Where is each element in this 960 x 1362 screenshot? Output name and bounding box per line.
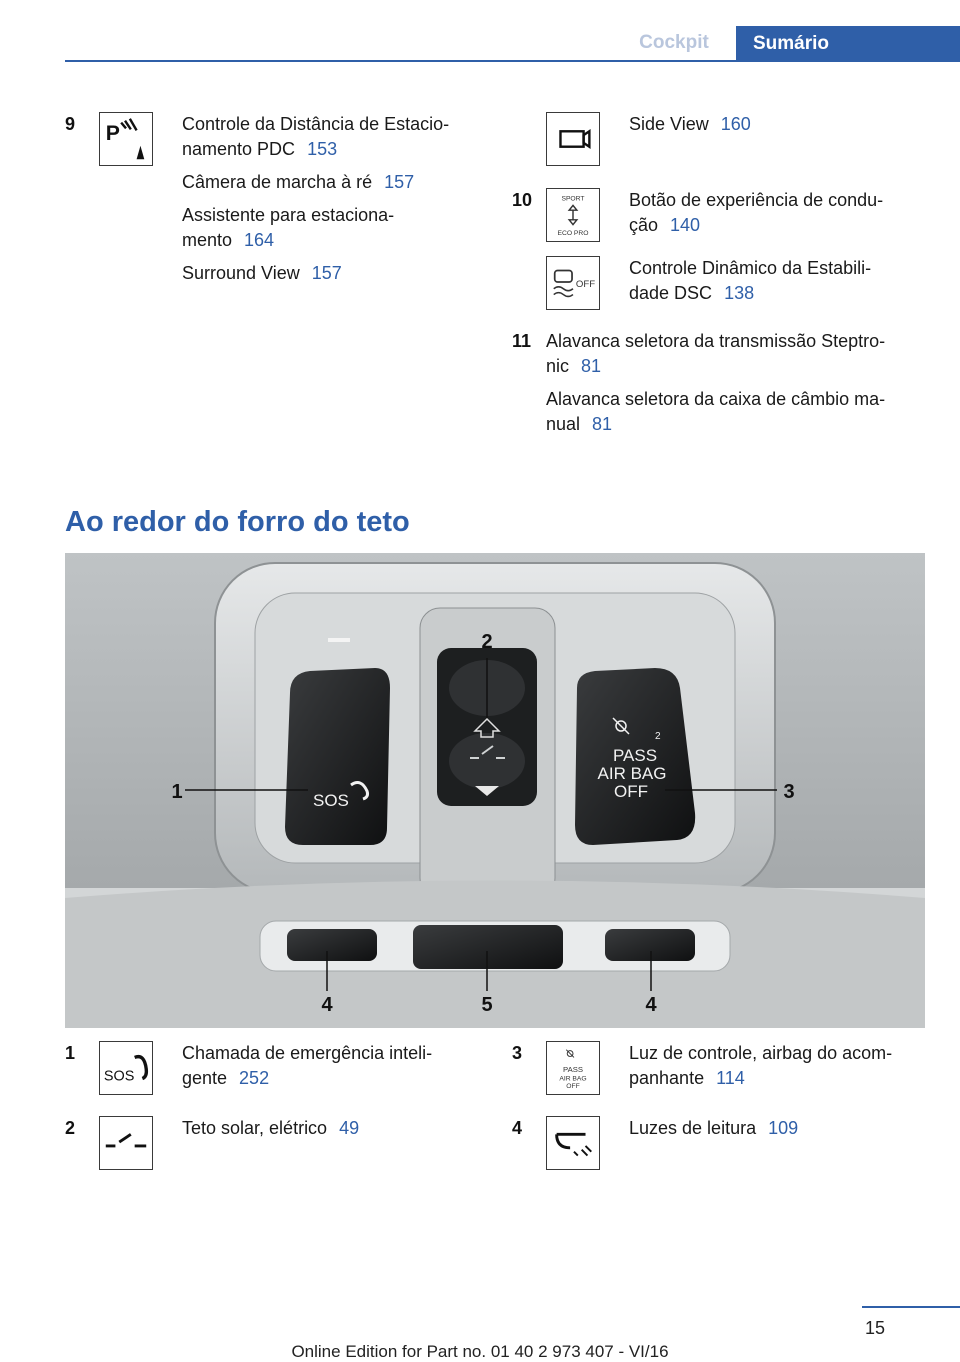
callout-4b: 4 [645, 994, 657, 1016]
page-ref-link[interactable]: 164 [244, 230, 275, 250]
callout-4: 4 [321, 994, 333, 1016]
callout-1: 1 [171, 781, 183, 803]
callout-2: 2 [481, 631, 493, 653]
entry-label: Alavanca seletora da caixa de câmbio ma- [546, 389, 886, 409]
item-number-9: 9 [65, 114, 76, 134]
page-ref-link[interactable]: 138 [724, 283, 755, 303]
entry-label: Alavanca seletora da transmissão Steptro- [546, 331, 886, 351]
entry-label: Controle Dinâmico da Estabili- [629, 258, 872, 278]
entry-label: Controle da Distância de Estacio- [182, 114, 450, 134]
sos-call-icon [99, 1041, 153, 1095]
item-1-entry [182, 1041, 482, 1091]
entry-label: Chamada de emergência inteli- [182, 1043, 433, 1063]
footer-divider [862, 1306, 960, 1308]
svg-text:P: P [105, 121, 120, 145]
reading-light-icon [546, 1116, 600, 1170]
page-ref-link[interactable]: 81 [581, 356, 602, 376]
dsc-entry [629, 256, 929, 306]
page-ref-link[interactable]: 49 [339, 1118, 360, 1138]
page-ref-link[interactable]: 157 [311, 263, 342, 283]
icon-caption: OFF [575, 278, 596, 290]
page-ref-link[interactable]: 252 [239, 1068, 270, 1088]
icon-caption: PASS [563, 1064, 583, 1074]
page-ref-link[interactable]: 153 [307, 139, 338, 159]
icon-caption: ECO PRO [557, 230, 589, 238]
entry-label: mento [182, 230, 233, 250]
page-ref-link[interactable]: 109 [768, 1118, 799, 1138]
item-number-10: 10 [512, 190, 533, 210]
item-4-entry [629, 1116, 929, 1141]
sunroof-icon [99, 1116, 153, 1170]
entry-label: panhante [629, 1068, 705, 1088]
entry-label: Assistente para estaciona- [182, 205, 395, 225]
entry-label: Surround View [182, 263, 300, 283]
item-2-entry [182, 1116, 482, 1141]
entry-label: Botão de experiência de condu- [629, 190, 884, 210]
item-number-2: 2 [65, 1118, 76, 1138]
entry-label: Teto solar, elétrico [182, 1118, 328, 1138]
side-view-camera-icon [546, 112, 600, 166]
dsc-off-icon [546, 256, 600, 310]
entry-label: nual [546, 414, 581, 434]
tab-sumario[interactable]: Sumário [736, 26, 960, 62]
callout-5: 5 [481, 994, 493, 1016]
entry-label: ção [629, 215, 659, 235]
page-number: 15 [865, 1318, 886, 1338]
entry-label: gente [182, 1068, 228, 1088]
pass-label: PASS [612, 746, 658, 765]
item-3-entry [629, 1041, 929, 1091]
entry-label: Câmera de marcha à ré [182, 172, 373, 192]
item-9-entries [182, 112, 482, 294]
item-11-entries [546, 329, 941, 445]
icon-caption: OFF [566, 1083, 580, 1091]
tab-cockpit[interactable]: Cockpit [639, 32, 709, 53]
icon-caption: SPORT [561, 195, 585, 203]
item-number-1: 1 [65, 1043, 76, 1063]
off-label: OFF [614, 782, 648, 801]
item-10-entry [629, 188, 929, 238]
overhead-console-illustration [65, 553, 925, 1028]
page-ref-link[interactable]: 81 [592, 414, 613, 434]
entry-label: nic [546, 356, 570, 376]
side-view-entry [629, 112, 751, 137]
item-number-11: 11 [512, 331, 532, 351]
icon-caption: AIR BAG [559, 1075, 587, 1083]
item-number-4: 4 [512, 1118, 523, 1138]
edition-footer: Online Edition for Part no. 01 40 2 973 407 - VI/16 [291, 1342, 669, 1361]
sos-button-label: SOS [313, 791, 349, 810]
page-ref-link[interactable]: 160 [720, 114, 751, 134]
passenger-airbag-off-icon [546, 1041, 600, 1095]
icon-caption: SOS [103, 1068, 135, 1085]
page-ref-link[interactable]: 114 [716, 1068, 745, 1088]
entry-label: namento PDC [182, 139, 296, 159]
section-title: Ao redor do forro do teto [65, 506, 410, 538]
page-ref-link[interactable]: 140 [670, 215, 701, 235]
parking-distance-control-icon [99, 112, 153, 166]
header-divider [65, 60, 960, 62]
sport-eco-pro-icon [546, 188, 600, 242]
airbag-label: AIR BAG [597, 764, 667, 783]
pass-subscript: 2 [655, 731, 661, 742]
entry-label: Luz de controle, airbag do acom- [629, 1043, 893, 1063]
item-number-3: 3 [512, 1043, 523, 1063]
entry-label: Side View [629, 114, 709, 134]
callout-3: 3 [783, 781, 795, 803]
page-ref-link[interactable]: 157 [384, 172, 415, 192]
entry-label: Luzes de leitura [629, 1118, 757, 1138]
entry-label: dade DSC [629, 283, 713, 303]
